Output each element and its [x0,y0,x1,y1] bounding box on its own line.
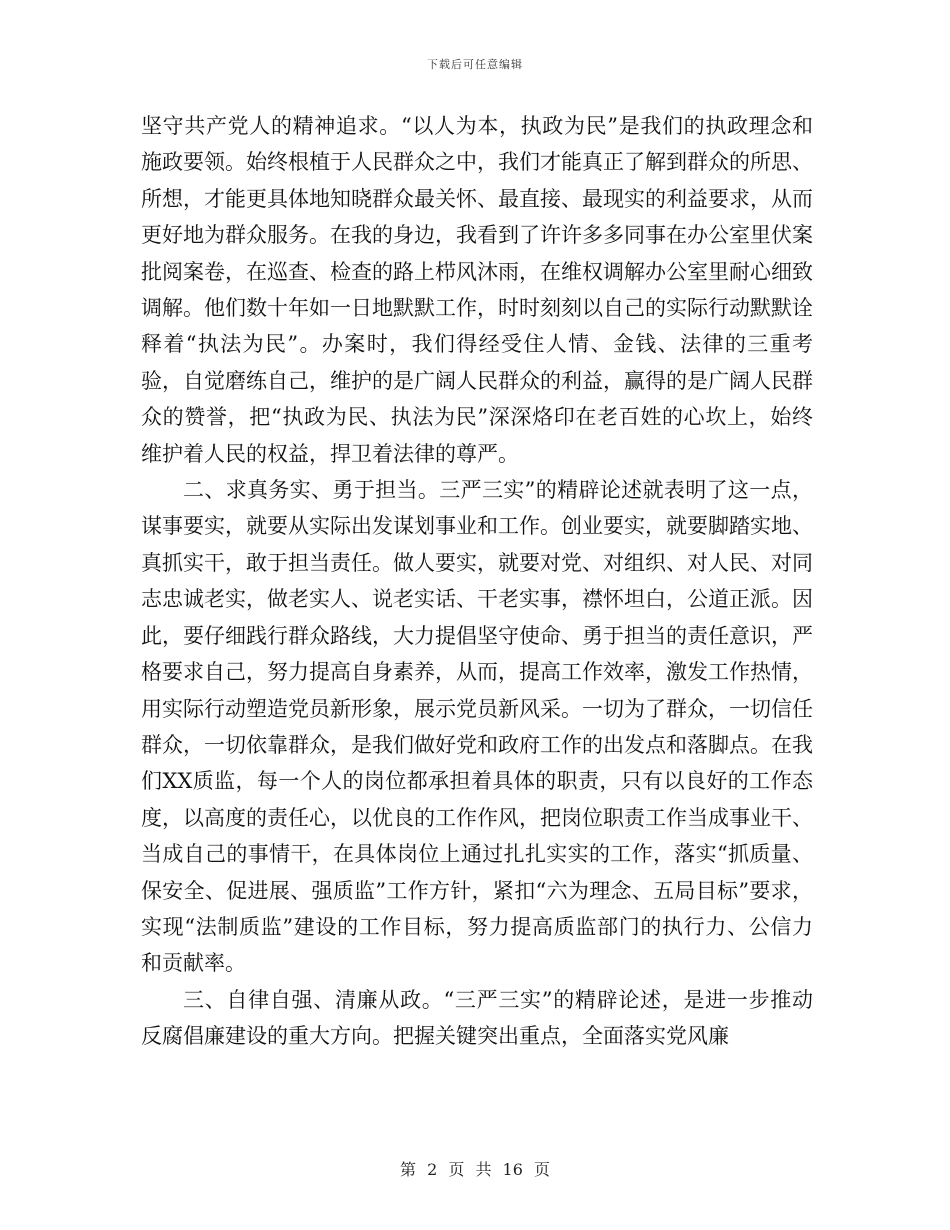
document-body [141,108,813,1055]
paragraph-section-three: 三、自律自强、清廉从政。“三严三实”的精辟论述，是进一步推动反腐倡廉建设的重大方向。把握关键突出重点，全面落实党风廉 [141,987,813,1049]
paragraph-continuation: 坚守共产党人的精神追求。“以人为本，执政为民”是我们的执政理念和施政要领。始终根植于人民群众之中，我们才能真正了解到群众的所思、所想，才能更具体地知晓群众最关怀、最直接、最现实的利益要求，从而更好地为群众服务。在我的身边，我看到了许许多多同事在办公室里伏案批阅案卷，在巡查、检查的路上栉风沐雨，在维权调解办公室里耐心细致调解。他们数十年如一日地默默工作，时时刻刻以自己的实际行动默默诠释着“执法为民”。办案时，我们得经受住人情、金钱、法律的三重考验，自觉磨练自己，维护的是广阔人民群众的利益，赢得的是广阔人民群众的赞誉，把“执政为民、执法为民”深深烙印在老百姓的心坎上，始终维护着人民的权益，捍卫着法律的尊严。 [141,114,813,466]
paragraph-section-two: 二、求真务实、勇于担当。三严三实”的精辟论述就表明了这一点，谋事要实，就要从实际出发谋划事业和工作。创业要实，就要脚踏实地、真抓实干，敢于担当责任。做人要实，就要对党、对组织、对人民、对同志忠诚老实，做老实人、说老实话、干老实事，襟怀坦白，公道正派。因此，要仔细践行群众路线，大力提倡坚守使命、勇于担当的责任意识，严格要求自己，努力提高自身素养，从而，提高工作效率，激发工作热情，用实际行动塑造党员新形象，展示党员新风采。一切为了群众，一切信任群众，一切依靠群众，是我们做好党和政府工作的出发点和落脚点。在我们XX质监，每一个人的岗位都承担着具体的职责，只有以良好的工作态度，以高度的责任心，以优良的工作作风，把岗位职责工作当成事业干、当成自己的事情干，在具体岗位上通过扎扎实实的工作，落实“抓质量、保安全、促进展、强质监”工作方针，紧扣“六为理念、五局目标”要求，实现“法制质监”建设的工作目标，努力提高质监部门的执行力、公信力和贡献率。 [141,478,813,976]
page-number-footer: 第 2 页 共 16 页 [400,1160,550,1179]
page-header: 下载后可任意编辑 [427,58,523,71]
